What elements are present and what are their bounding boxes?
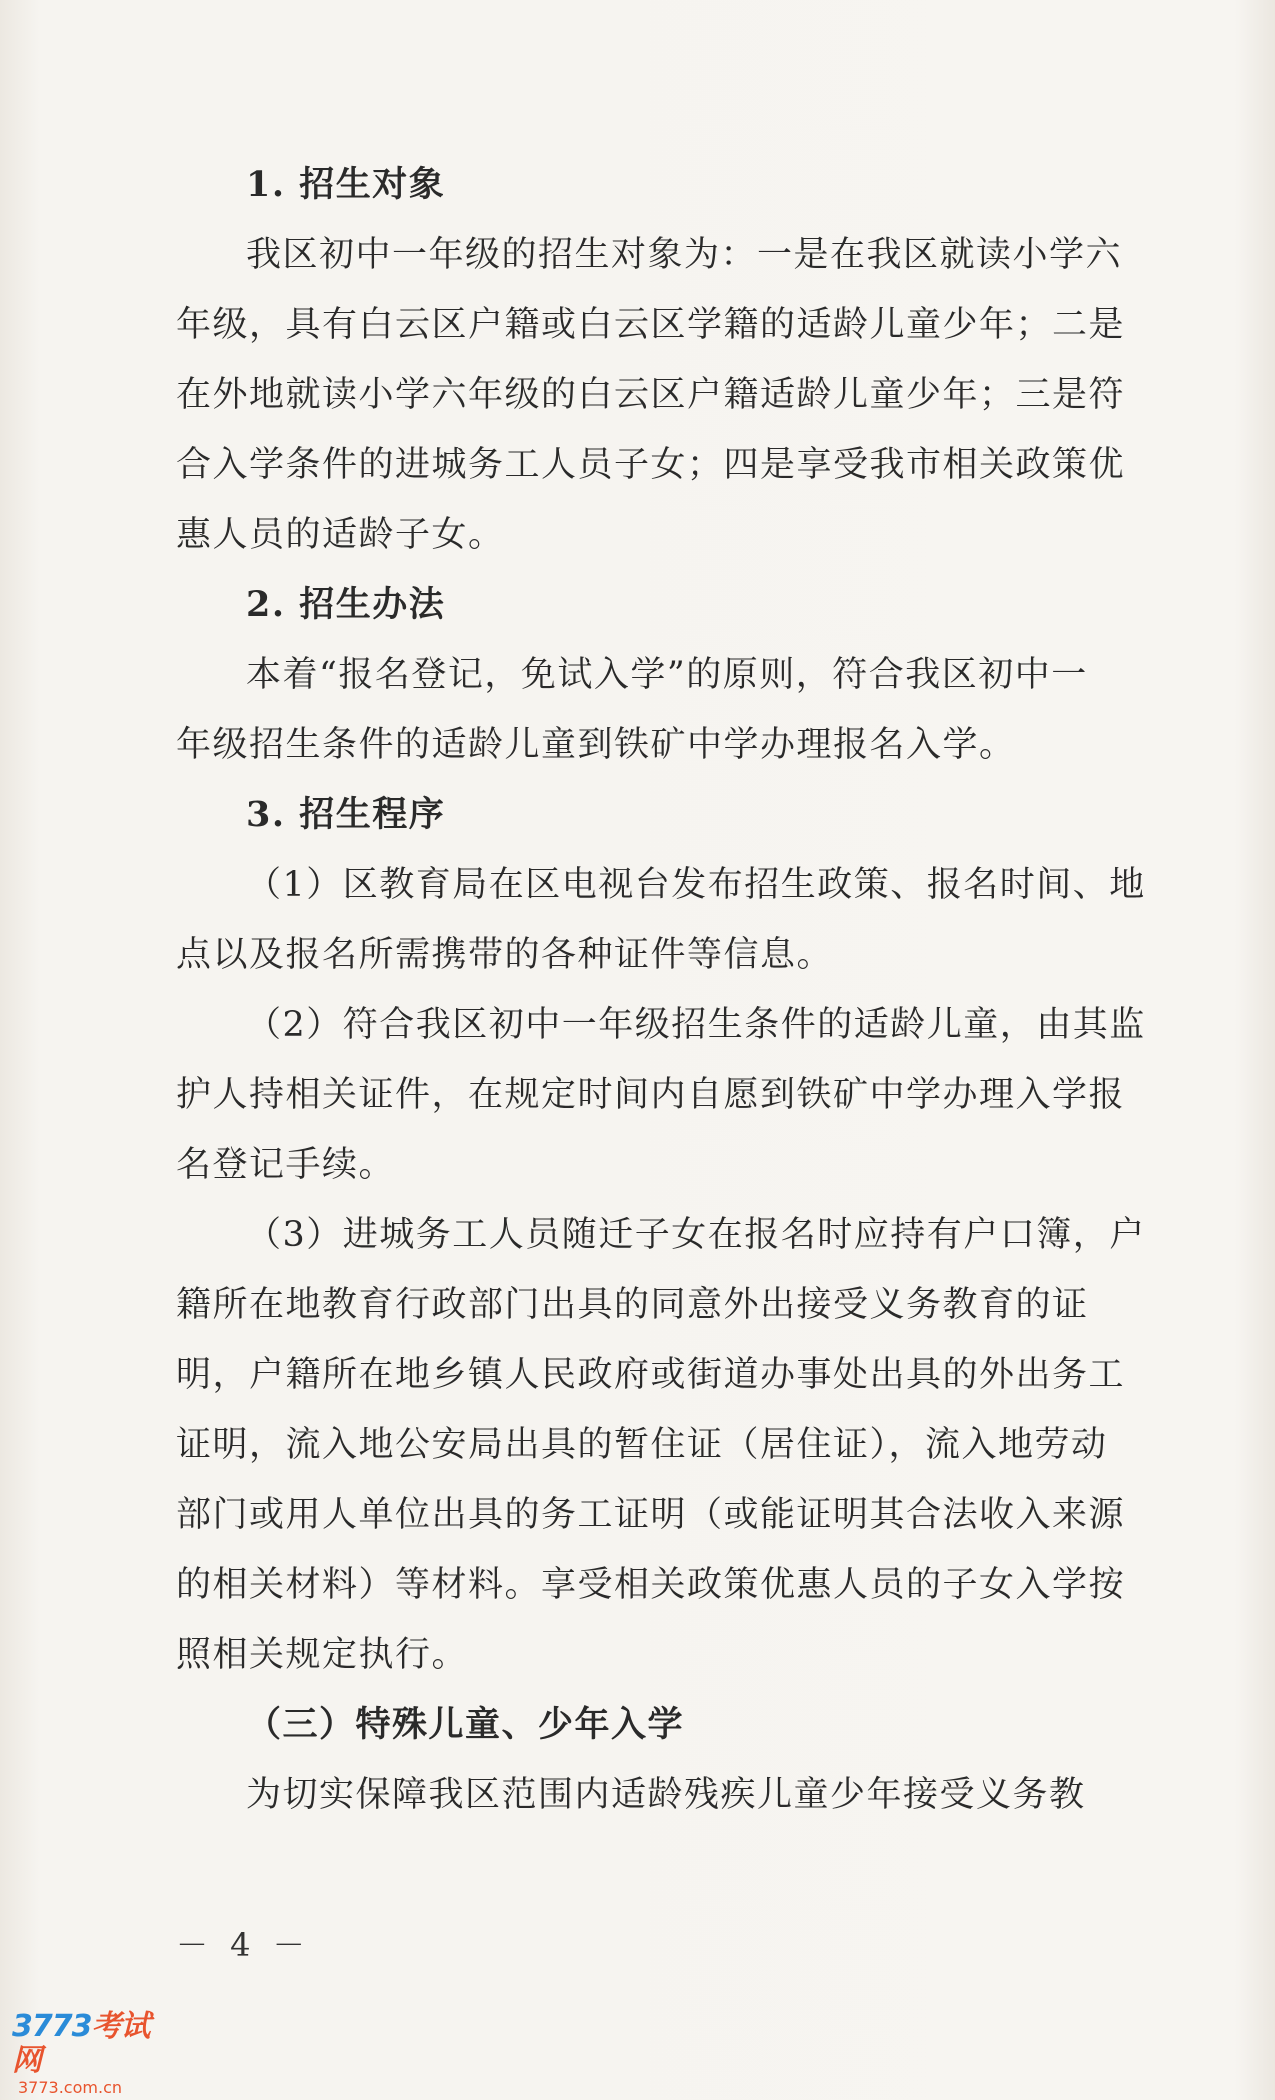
paragraph-line: 部门或用人单位出具的务工证明（或能证明其合法收入来源	[176, 1495, 1126, 1535]
paragraph-line: 在外地就读小学六年级的白云区户籍适龄儿童少年；三是符	[176, 375, 1126, 415]
heading-enrollment-procedure: 3. 招生程序	[246, 794, 446, 835]
paragraph-line: （2）符合我区初中一年级招生条件的适龄儿童，由其监	[246, 1005, 1146, 1045]
site-watermark-logo	[12, 2009, 172, 2097]
watermark-title-text: 考试网	[12, 2009, 150, 2078]
heading-enrollment-targets: 1. 招生对象	[246, 164, 446, 205]
paragraph-line: 本着“报名登记，免试入学”的原则，符合我区初中一	[246, 655, 1088, 695]
paragraph-line: 名登记手续。	[176, 1145, 396, 1185]
paragraph-line: 我区初中一年级的招生对象为：一是在我区就读小学六	[246, 235, 1123, 275]
watermark-title-number: 3773	[12, 2009, 92, 2044]
paragraph-line: 合入学条件的进城务工人员子女；四是享受我市相关政策优	[176, 445, 1126, 485]
watermark-title	[12, 2010, 172, 2078]
paragraph-line: 证明，流入地公安局出具的暂住证（居住证），流入地劳动	[176, 1425, 1108, 1465]
paragraph-line: 为切实保障我区范围内适龄残疾儿童少年接受义务教	[246, 1775, 1086, 1815]
paragraph-line: 籍所在地教育行政部门出具的同意外出接受义务教育的证	[176, 1285, 1089, 1325]
paragraph-line: 点以及报名所需携带的各种证件等信息。	[176, 935, 834, 975]
paragraph-line: （1）区教育局在区电视台发布招生政策、报名时间、地	[246, 865, 1146, 905]
paragraph-line: 年级，具有白云区户籍或白云区学籍的适龄儿童少年；二是	[176, 305, 1126, 345]
paragraph-line: 惠人员的适龄子女。	[176, 515, 505, 555]
paragraph-line: 护人持相关证件，在规定时间内自愿到铁矿中学办理入学报	[176, 1075, 1126, 1115]
paragraph-line: （3）进城务工人员随迁子女在报名时应持有户口簿，户	[246, 1215, 1146, 1255]
page-number: － 4 －	[176, 1926, 311, 1964]
heading-enrollment-method: 2. 招生办法	[246, 584, 446, 625]
heading-special-children: （三）特殊儿童、少年入学	[246, 1704, 685, 1745]
paragraph-line: 年级招生条件的适龄儿童到铁矿中学办理报名入学。	[176, 725, 1016, 765]
document-body	[176, 150, 1146, 1830]
paragraph-line: 照相关规定执行。	[176, 1635, 469, 1675]
watermark-url: 3773.com.cn	[18, 2078, 122, 2097]
paragraph-line: 的相关材料）等材料。享受相关政策优惠人员的子女入学按	[176, 1565, 1126, 1605]
paragraph-line: 明，户籍所在地乡镇人民政府或街道办事处出具的外出务工	[176, 1355, 1126, 1395]
